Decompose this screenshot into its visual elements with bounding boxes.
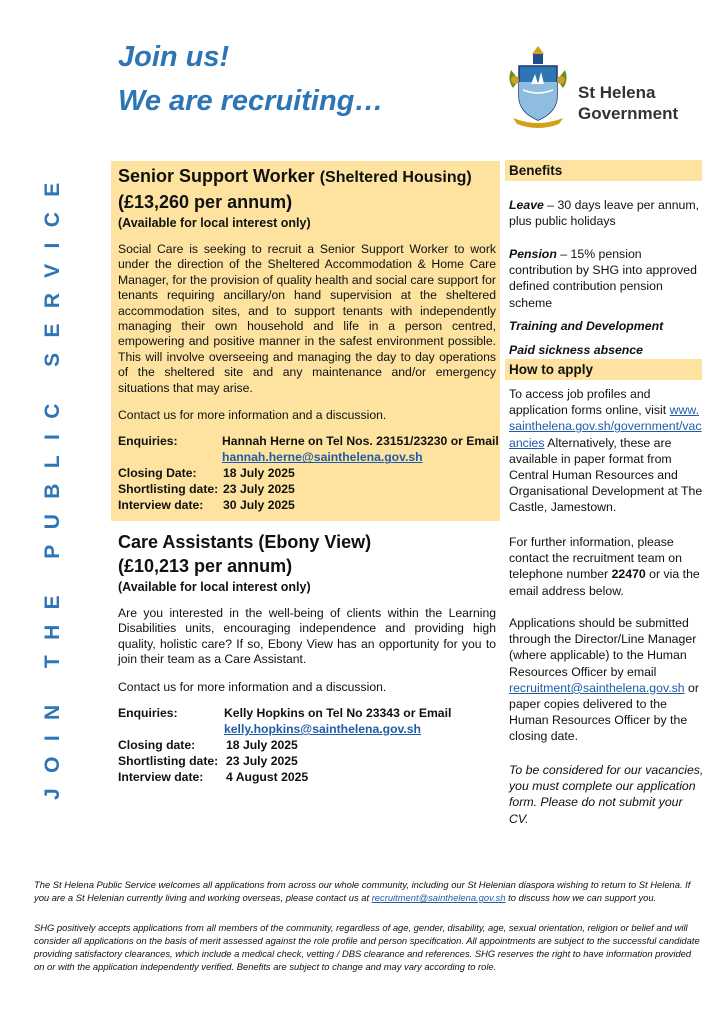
footer-p1-before: The St Helena Public Service welcomes all applications from across our whole community, including our St Helenian diaspora wishing to return to St Helena. If you are a St Helenian currently living and working overseas, please contact us at (34, 879, 691, 903)
job2-interview-label: Interview date: (118, 770, 204, 785)
howto-p3 (509, 615, 704, 745)
job1-details (118, 434, 499, 514)
job1-content (118, 164, 499, 514)
job1-contact: Contact us for more information and a discussion. (118, 408, 387, 423)
job1-shortlisting-label: Shortlisting date: (118, 482, 219, 497)
job2-email-link[interactable]: kelly.hopkins@sainthelena.gov.sh (224, 722, 422, 737)
benefits-pension-label: Pension (509, 247, 557, 261)
benefits-pension (509, 246, 704, 311)
headline-recruiting: We are recruiting… (118, 85, 384, 117)
howto-p3-after: or paper copies delivered to the Human Resources Officer by the closing date. (509, 680, 699, 744)
job2-description: Are you interested in the well-being of clients within the Learning Disabilities units, encouraging independence and providing high quality, holistic care? If so, Ebony View has an opportunity for you to join their team as a Care Assistant. (118, 606, 496, 667)
job2-interview-value: 4 August 2025 (226, 770, 309, 785)
footer-diaspora (34, 878, 700, 904)
benefits-heading: Benefits (505, 160, 702, 181)
job2-enquiries-value: Kelly Hopkins on Tel No 23343 or Email (224, 706, 452, 721)
job2-title: Care Assistants (Ebony View) (118, 532, 372, 552)
footer-p1-after: to discuss how we can support you. (505, 892, 657, 903)
job1-interview-value: 30 July 2025 (223, 498, 295, 513)
benefits-leave (509, 197, 704, 229)
howto-p1-before: To access job profiles and application forms online, visit (509, 387, 670, 418)
job2-salary: (£10,213 per annum) (118, 556, 293, 576)
benefits-pension-text: – 15% pension contribution by SHG into approved defined contribution pension scheme (509, 247, 697, 310)
how-to-apply-heading: How to apply (505, 359, 702, 380)
footer-email-link[interactable]: recruitment@sainthelena.gov.sh (371, 892, 506, 903)
benefits-leave-label: Leave (509, 198, 544, 212)
howto-p2 (509, 534, 704, 599)
job2-shortlisting-label: Shortlisting date: (118, 754, 219, 769)
benefits-training: Training and Development (509, 319, 664, 333)
howto-phone: 22470 (611, 567, 646, 582)
job1-closing-value: 18 July 2025 (223, 466, 295, 481)
job2-details (118, 706, 496, 786)
howto-p2-after: or via the email address below. (509, 567, 700, 598)
job1-note: (Available for local interest only) (118, 216, 311, 230)
job2-note: (Available for local interest only) (118, 580, 311, 594)
crest-logo-icon (503, 40, 573, 130)
job2-closing-label: Closing date: (118, 738, 196, 753)
org-name-line2: Government (578, 104, 679, 123)
job2-contact: Contact us for more information and a discussion. (118, 679, 387, 694)
job2-enquiries-label: Enquiries: (118, 706, 178, 721)
job1-enquiries-value: Hannah Herne on Tel Nos. 23151/23230 or Email (222, 434, 499, 449)
howto-p4: To be considered for our vacancies, you must complete our application form. Please do not submit your CV. (509, 763, 704, 826)
job1-closing-label: Closing Date: (118, 466, 197, 481)
job1-title: Senior Support Worker (118, 166, 315, 186)
org-name-line1: St Helena (578, 83, 656, 102)
recruitment-email-link[interactable]: recruitment@sainthelena.gov.sh (509, 680, 685, 695)
job-care-assistants (118, 530, 496, 786)
headline-join-us: Join us! (118, 41, 230, 73)
howto-p1-after: Alternatively, these are available in paper format from Central Human Resources and Organisational Development at The Castle, Jamestown. (509, 435, 703, 515)
job1-shortlisting-value: 23 July 2025 (223, 482, 295, 497)
job1-enquiries-label: Enquiries: (118, 434, 178, 449)
vertical-banner: JOIN THE PUBLIC SERVICE (41, 167, 64, 800)
job2-closing-value: 18 July 2025 (226, 738, 298, 753)
vacancies-link[interactable]: www.sainthelena.gov.sh/government/vacancies (509, 403, 702, 450)
howto-p1 (509, 386, 704, 516)
howto-p2-before: For further information, please contact the recruitment team on telephone number (509, 535, 682, 582)
howto-p3-before: Applications should be submitted through the Director/Line Manager (where applicable) to the Human Resources Officer by email (509, 616, 697, 679)
job2-shortlisting-value: 23 July 2025 (226, 754, 298, 769)
job1-description: Social Care is seeking to recruit a Senior Support Worker to work under the direction of the Sheltered Accommodation & Home Care Manager, for the provision of quality health and social care support for tenants requiring ancillary/on hand supervision at the sheltered accommodation sites, and to support tenants with independently managing their own household and life in a person centred, empowering and positive manner in the safest environment possible. This will involve overseeing and managing the day to day operations of the sheltered site and any maintenance and/or emergency situations that may arise. (118, 242, 496, 395)
job1-salary: (£13,260 per annum) (118, 192, 293, 212)
job1-email-link[interactable]: hannah.herne@sainthelena.gov.sh (222, 450, 423, 465)
benefits-sickness: Paid sickness absence (509, 343, 643, 357)
benefits-leave-text: – 30 days leave per annum, plus public holidays (509, 198, 700, 229)
footer-equal-opportunities: SHG positively accepts applications from all members of the community, regardless of age, gender, disability, age, sexual orientation, religion or belief and will consider all applications on the basis of merit assessed against the role profile and person specification. All appointments are subject to the successful candidate providing satisfactory clearances, which include a medical check, vetting / DBS clearance and references. SHG reserves the right to have information provided on or with the application independently verified. Benefits are subject to change and may vary according to role. (34, 922, 700, 972)
job1-interview-label: Interview date: (118, 498, 204, 513)
job1-title-suffix: (Sheltered Housing) (319, 169, 472, 186)
job1-title-line (118, 164, 496, 190)
